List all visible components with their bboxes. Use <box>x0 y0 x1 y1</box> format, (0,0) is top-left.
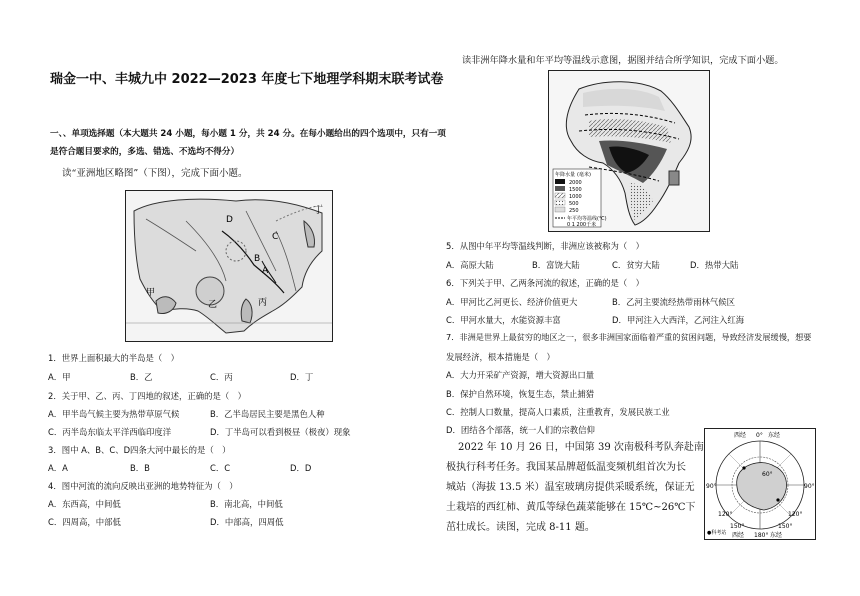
passage-line-2: 极执行科考任务。我国某品牌超低温变频机组首次为长 <box>446 462 686 473</box>
legend-value-0: 2000 <box>569 180 582 186</box>
map-label-ding: 丁 <box>314 206 324 216</box>
map-label-c: C <box>272 232 279 242</box>
q7-opt-d[interactable]: D．团结各个部落，统一人们的宗教信仰 <box>446 425 595 435</box>
q4-opt-a[interactable]: A．东西高，中间低 <box>48 499 121 509</box>
passage-line-3: 城站（海拔 13.5 米）温室玻璃房提供采暖系统，保证无 <box>446 482 695 493</box>
q5-stem: 5．从图中年平均等温线判断，非洲应该被称为（ ） <box>446 241 644 251</box>
q6-opt-d[interactable]: D．甲河注入大西洋，乙河注入红海 <box>612 315 745 325</box>
q5-opt-a[interactable]: A．高原大陆 <box>446 260 494 270</box>
legend-value-1: 1500 <box>569 187 582 193</box>
q1-stem: 1．世界上面积最大的半岛是（ ） <box>48 353 179 363</box>
polar-label-150e: 150° <box>778 523 793 530</box>
q4-opt-d[interactable]: D．中部高，四周低 <box>210 517 284 527</box>
q2-opt-a[interactable]: A．甲半岛气候主要为热带草原气候 <box>48 409 180 419</box>
asia-intro: 读“亚洲地区略图”（下图），完成下面小题。 <box>62 168 248 179</box>
exam-title: 瑞金一中、丰城九中 2022—2023 年度七下地理学科期末联考试卷 <box>50 72 444 87</box>
q1-opt-a[interactable]: A．甲 <box>48 372 71 382</box>
q3-opt-a[interactable]: A．A <box>48 463 68 473</box>
passage-line-1: 2022 年 10 月 26 日，中国第 39 次南极科考队奔赴南 <box>458 442 704 453</box>
polar-label-120w: 120° <box>718 511 733 518</box>
q3-opt-b[interactable]: B．B <box>130 463 150 473</box>
polar-label-lat-60: 60° <box>762 471 773 478</box>
q7-stem-line2: 发展经济，根本措施是（ ） <box>446 352 555 362</box>
q1-opt-b[interactable]: B．乙 <box>130 372 153 382</box>
passage-line-5: 茁壮成长。读图，完成 8-11 题。 <box>446 522 595 533</box>
africa-map <box>548 70 710 232</box>
polar-label-bottom-180: 180° <box>754 532 769 539</box>
q2-opt-d[interactable]: D．丁半岛可以看到极昼（极夜）现象 <box>210 427 351 437</box>
q5-opt-d[interactable]: D．热带大陆 <box>690 260 739 270</box>
section-header-line2: 是符合题目要求的，多选、错选、不选均不得分） <box>50 147 240 157</box>
q5-opt-c[interactable]: C．贫穷大陆 <box>612 260 660 270</box>
q5-opt-b[interactable]: B．富饶大陆 <box>532 260 580 270</box>
legend-value-3: 500 <box>569 201 579 207</box>
polar-label-120e: 120° <box>788 511 803 518</box>
polar-label-bottom-west: 西经 <box>732 532 745 539</box>
section-header-line1: 一、、单项选择题（本大题共 24 小题，每小题 1 分，共 24 分。在每小题给出的四个选项中，只有一项 <box>50 129 446 139</box>
africa-map-figure <box>549 71 709 231</box>
q6-opt-a[interactable]: A．甲河比乙河更长、经济价值更大 <box>446 297 578 307</box>
q7-opt-c[interactable]: C．控制人口数量，提高人口素质，注重教育，发展民族工业 <box>446 407 670 417</box>
q6-stem: 6．下列关于甲、乙两条河流的叙述，正确的是（ ） <box>446 278 644 288</box>
polar-label-lon-90w: 90° <box>706 483 717 490</box>
q1-opt-c[interactable]: C．丙 <box>210 372 233 382</box>
q3-opt-c[interactable]: C．C <box>210 463 231 473</box>
q2-stem: 2．关于甲、乙、丙、丁四地的叙述，正确的是（ ） <box>48 391 246 401</box>
scale-label: 0 1 200千米 <box>567 222 597 228</box>
q7-opt-b[interactable]: B．保护自然环境，恢复生态，禁止捕猎 <box>446 389 595 399</box>
q2-opt-b[interactable]: B．乙半岛居民主要是黑色人种 <box>210 409 325 419</box>
q4-opt-b[interactable]: B．南北高，中间低 <box>210 499 283 509</box>
polar-label-lon-90e: 90° <box>804 483 815 490</box>
q7-stem-line1: 7．非洲是世界上最贫穷的地区之一，很多非洲国家面临着严重的贫困问题，导致经济发展缓慢，想要 <box>446 332 812 342</box>
map-label-yi: 乙 <box>208 300 218 310</box>
polar-label-top-zero: 0° <box>756 432 763 439</box>
antarctic-polar-map <box>704 428 816 540</box>
q3-opt-d[interactable]: D．D <box>290 463 312 473</box>
isotherm-label: 年平均等温线(℃) <box>567 216 607 222</box>
polar-station-note: ●科考站 <box>707 530 727 536</box>
asia-map <box>125 190 333 342</box>
q6-opt-c[interactable]: C．甲河水量大，水能资源丰富 <box>446 315 561 325</box>
polar-map-figure <box>704 428 816 540</box>
legend-title: 年降水量 <box>555 172 576 178</box>
africa-intro: 读非洲年降水量和年平均等温线示意图，据图并结合所学知识，完成下面小题。 <box>462 55 784 66</box>
asia-map-figure <box>126 191 332 341</box>
map-label-d: D <box>226 215 233 225</box>
q2-opt-c[interactable]: C．丙半岛东临太平洋西临印度洋 <box>48 427 172 437</box>
q3-stem: 3．图中 A、B、C、D四条大河中最长的是（ ） <box>48 445 231 455</box>
polar-label-bottom-east: 东经 <box>770 532 783 539</box>
passage-line-4: 土栽培的西红柿、黄瓜等绿色蔬菜能够在 15℃~26℃下 <box>446 502 696 513</box>
map-label-bing: 丙 <box>258 298 268 308</box>
legend-value-4: 250 <box>569 208 579 214</box>
q4-opt-c[interactable]: C．四周高，中部低 <box>48 517 121 527</box>
map-label-a: A <box>262 266 269 276</box>
q4-stem: 4．图中河流的流向反映出亚洲的地势特征为（ ） <box>48 481 238 491</box>
polar-label-top-east: 东经 <box>768 432 781 439</box>
q7-opt-a[interactable]: A．大力开采矿产资源，增大资源出口量 <box>446 370 595 380</box>
polar-label-top-west: 西经 <box>734 432 747 439</box>
polar-label-150w: 150° <box>730 523 745 530</box>
legend-unit: (毫米) <box>577 172 591 178</box>
q6-opt-b[interactable]: B．乙河主要流经热带雨林气候区 <box>612 297 735 307</box>
map-label-b: B <box>254 254 261 264</box>
map-label-jia: 甲 <box>146 288 156 298</box>
legend-value-2: 1000 <box>569 194 582 200</box>
q1-opt-d[interactable]: D．丁 <box>290 372 314 382</box>
